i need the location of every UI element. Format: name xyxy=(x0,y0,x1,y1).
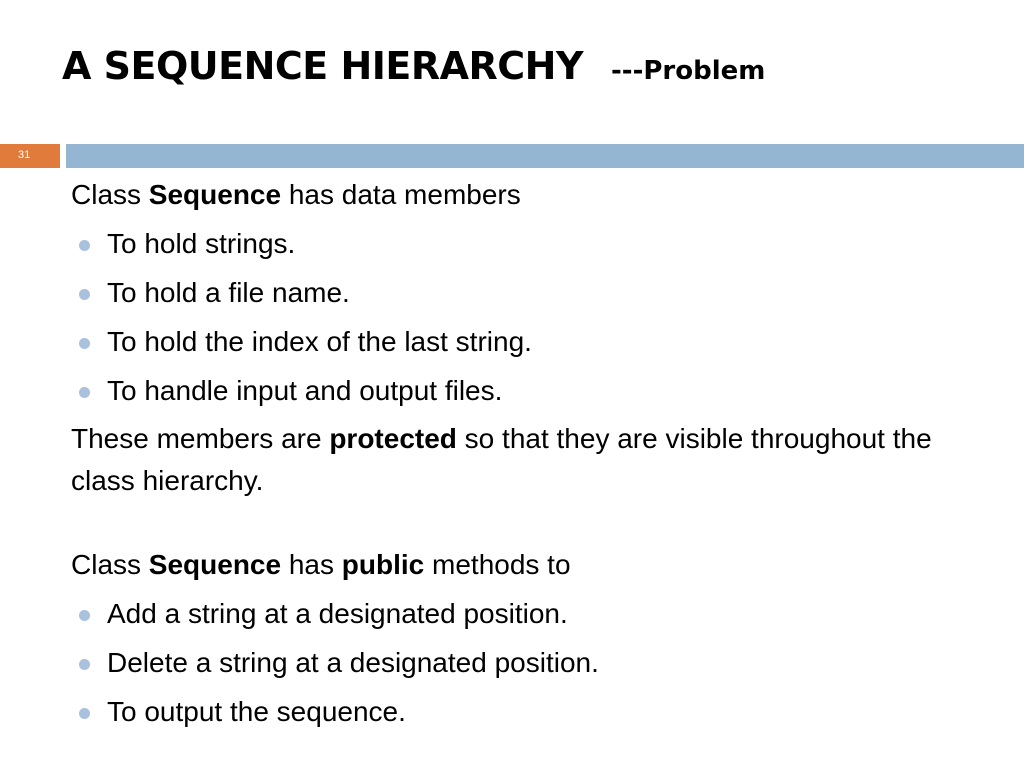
intro-text: Class xyxy=(71,179,149,210)
slide-title-sub: ---Problem xyxy=(611,56,766,86)
list-item-text: To hold the index of the last string. xyxy=(107,326,532,357)
paragraph-bold-text: protected xyxy=(329,423,457,454)
slide-number-badge xyxy=(0,144,60,168)
list-item-text: To handle input and output files. xyxy=(107,375,503,406)
intro-text: Class xyxy=(71,549,149,580)
list-item-text: To hold strings. xyxy=(107,228,296,259)
intro-bold-text: Sequence xyxy=(148,179,282,210)
list-item xyxy=(71,593,971,635)
intro-text: methods to xyxy=(424,549,571,580)
slide-content xyxy=(71,174,971,733)
public-methods-intro xyxy=(71,544,971,586)
accent-bar xyxy=(66,144,1024,168)
list-item xyxy=(71,272,971,314)
list-item xyxy=(71,321,971,363)
slide-title-main: A SEQUENCE HIERARCHY xyxy=(62,44,583,88)
list-item xyxy=(71,642,971,684)
bullet-icon xyxy=(79,659,90,670)
list-item-text: Add a string at a designated position. xyxy=(107,598,568,629)
list-item xyxy=(71,370,971,412)
paragraph-text: so that they are visible throughout the class hierarchy. xyxy=(71,423,932,496)
slide-number: 31 xyxy=(18,149,31,161)
list-item-text: To hold a file name. xyxy=(107,277,350,308)
bullet-icon xyxy=(79,289,90,300)
intro-bold-text: public xyxy=(341,549,425,580)
list-item xyxy=(71,691,971,733)
slide-title xyxy=(62,44,765,88)
bullet-icon xyxy=(79,387,90,398)
intro-bold-text: Sequence xyxy=(148,549,282,580)
list-item xyxy=(71,223,971,265)
intro-text: has xyxy=(281,549,342,580)
bullet-icon xyxy=(79,610,90,621)
list-item-text: Delete a string at a designated position. xyxy=(107,647,599,678)
data-members-intro xyxy=(71,174,971,216)
list-item-text: To output the sequence. xyxy=(107,696,406,727)
intro-text: has data members xyxy=(281,179,521,210)
bullet-icon xyxy=(79,240,90,251)
paragraph-text: These members are xyxy=(71,423,330,454)
bullet-icon xyxy=(79,708,90,719)
bullet-icon xyxy=(79,338,90,349)
protected-paragraph xyxy=(71,418,971,502)
